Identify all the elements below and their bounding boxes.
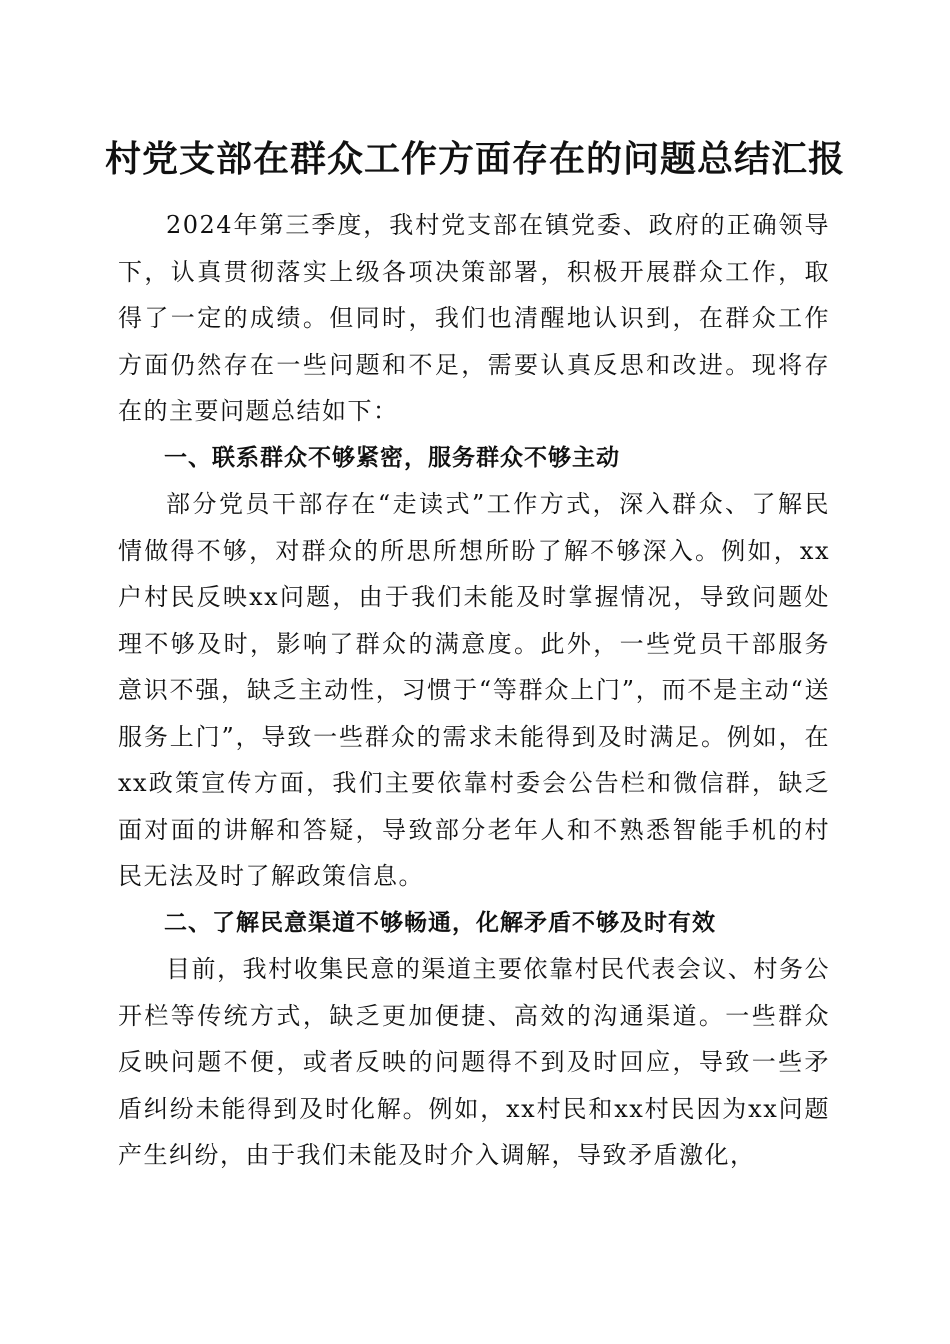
section-heading-1: 一、联系群众不够紧密，服务群众不够主动: [164, 444, 620, 471]
section-heading-2: 二、了解民意渠道不够畅通，化解矛盾不够及时有效: [164, 909, 716, 936]
document-body: [118, 202, 830, 1179]
document-title: 村党支部在群众工作方面存在的问题总结汇报: [104, 138, 845, 180]
section-paragraph-1: 部分党员干部存在“走读式”工作方式，深入群众、了解民情做得不够，对群众的所思所想所盼了解不够深入。例如，xx户村民反映xx问题，由于我们未能及时掌握情况，导致问题处理不够及时，影响了群众的满意度。此外，一些党员干部服务意识不强，缺乏主动性，习惯于“等群众上门”，而不是主动“送服务上门”，导致一些群众的需求未能得到及时满足。例如，在xx政策宣传方面，我们主要依靠村委会公告栏和微信群，缺乏面对面的讲解和答疑，导致部分老年人和不熟悉智能手机的村民无法及时了解政策信息。: [118, 490, 830, 890]
intro-paragraph: 2024年第三季度，我村党支部在镇党委、政府的正确领导下，认真贯彻落实上级各项决策部署，积极开展群众工作，取得了一定的成绩。但同时，我们也清醒地认识到，在群众工作方面仍然存在一些问题和不足，需要认真反思和改进。现将存在的主要问题总结如下：: [118, 211, 830, 425]
section-paragraph-2: 目前，我村收集民意的渠道主要依靠村民代表会议、村务公开栏等传统方式，缺乏更加便捷、高效的沟通渠道。一些群众反映问题不便，或者反映的问题得不到及时回应，导致一些矛盾纠纷未能得到及时化解。例如，xx村民和xx村民因为xx问题产生纠纷，由于我们未能及时介入调解，导致矛盾激化，: [118, 955, 830, 1169]
